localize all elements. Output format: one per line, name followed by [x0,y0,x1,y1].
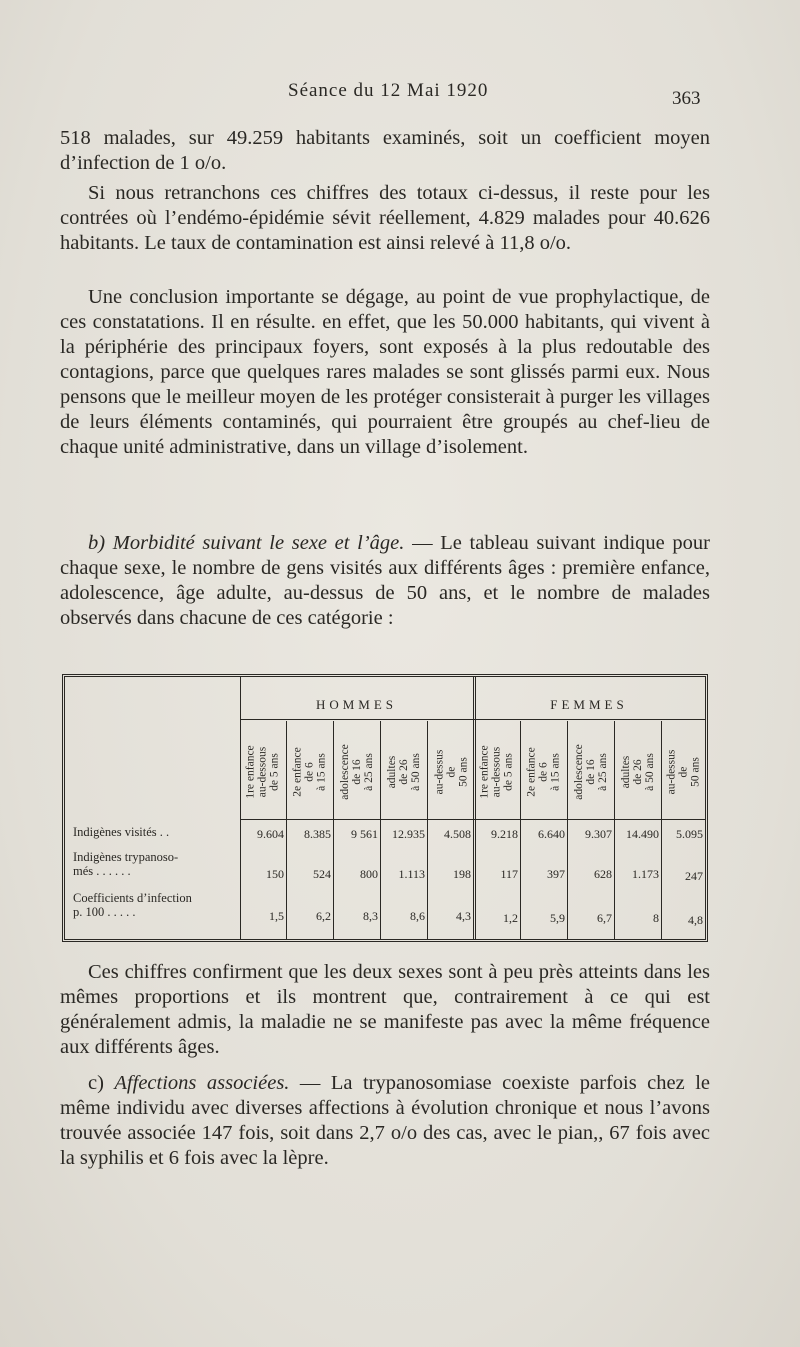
section-b-heading: b) Morbidité suivant le sexe et l’âge. [88,532,405,554]
table-cell: 800 [360,867,378,881]
table-cell: 247 [685,869,703,883]
row-label-trypanosomes: Indigènes trypanoso- més . . . . . . [73,850,179,878]
table-cell: 8.385 [304,827,331,841]
running-title: Séance du 12 Mai 1920 [288,80,489,101]
page-number: 363 [672,88,701,109]
table-cell: 9.604 [257,827,284,841]
paragraph-5: Ces chiffres confirment que les deux sexes sont à peu près atteints dans les mêmes proportions et ils montrent que, contrairement à ce qui est généralement admis, la maladie ne se manifeste pas avec la même fréquence aux différents âges. [60,961,710,1058]
table-cell: 150 [266,867,284,881]
table-cell: 8,6 [410,909,425,923]
table-cell: 5.095 [676,827,703,841]
table-cell: 397 [547,867,565,881]
table-cell: 1.173 [632,867,659,881]
table-cell: 8 [653,911,659,925]
table-cell: 4.508 [444,827,471,841]
row-label-visites: Indigènes visités . . [73,825,170,839]
table-cell: 1.113 [398,867,425,881]
table-cell: 628 [594,867,612,881]
table-cell: 14.490 [626,827,659,841]
paragraph-6-text: — La trypanosomiase coexiste parfois chez le même individu avec diverses affections à évolution chronique et nous l’avons trouvée associée 147 fois, soit dans 2,7 o/o des cas, avec le pian,, 67 fois avec la syphilis et 6 fois avec la lèpre. [60,1072,710,1169]
morbidity-table [62,674,708,942]
paragraph-3: Une conclusion importante se dégage, au point de vue prophylactique, de ces constatations. Il en résulte. en effet, que les 50.000 habitants, qui vivent à la périphérie des principaux foyers, sont exposés à la plus redoutable des contagions, parce que quelques rares malades se sont glissés parmi eux. Nous pensons que le meilleur moyen de les protéger consisterait à purger les villages de leurs éléments contaminés, qui pourraient être groupés au chef-lieu de chaque unité administrative, dans un village d’isolement. [60,286,710,458]
table-cell: 4,3 [456,909,471,923]
group-header-hommes: HOMMES [315,697,398,712]
table-cell: 9.218 [491,827,518,841]
paragraph-4 [60,531,710,631]
paragraph-4-text: — Le tableau suivant indique pour chaque sexe, le nombre de gens visités aux différents âges : première enfance, adolescence, âge adulte, au-dessus de 50 ans, et le nombre de malades observés dans chacune de ces catégorie : [60,532,710,629]
table-cell: 8,3 [363,909,378,923]
table-cell: 117 [500,867,518,881]
table-cell: 9.307 [585,827,612,841]
table-cell: 198 [453,867,471,881]
table-cell: 1,2 [503,911,518,925]
column-header: adolescence de 16 à 25 ans [573,744,610,800]
table-divider [240,719,705,720]
paragraph-2: Si nous retranchons ces chiffres des totaux ci-dessus, il reste pour les contrées où l’endémo-épidémie sévit réellement, 4.829 malades pour 40.626 habitants. Le taux de contamination est ainsi relevé à 11,8 o/o. [60,182,710,254]
column-header: au-dessus de 50 ans [665,749,701,795]
column-header: 2e enfance de 6 à 15 ans [526,747,563,797]
group-header-femmes: FEMMES [550,697,628,712]
column-header: adolescence de 16 à 25 ans [339,744,376,800]
column-header: adultes de 26 à 50 ans [620,753,656,791]
table-cell: 1,5 [269,909,284,923]
table-cell: 12.935 [392,827,425,841]
table-cell: 6,7 [597,911,612,925]
paragraph-1: 518 malades, sur 49.259 habitants examinés, soit un coefficient moyen d’infection de 1 o/o. [60,127,710,174]
table-cell: 4,8 [688,913,703,927]
column-header: 1re enfance au-dessous de 5 ans [479,745,515,799]
table-cell: 5,9 [550,911,565,925]
column-header: 1re enfance au-dessous de 5 ans [245,745,281,799]
column-header: au-dessus de 50 ans [433,749,469,795]
table-cell: 524 [313,867,331,881]
table-cell: 6,2 [316,909,331,923]
table-divider [240,819,705,820]
table-cell: 9 561 [351,827,378,841]
column-header: adultes de 26 à 50 ans [386,753,422,791]
row-label-coefficients: Coefficients d’infection p. 100 . . . . . [73,891,192,919]
table-cell: 6.640 [538,827,565,841]
section-c-prefix: c) [88,1072,115,1094]
table-divider [473,677,476,939]
section-c-heading: Affections associées. [114,1072,290,1094]
column-header: 2e enfance de 6 à 15 ans [292,747,329,797]
paragraph-6 [60,1071,710,1171]
